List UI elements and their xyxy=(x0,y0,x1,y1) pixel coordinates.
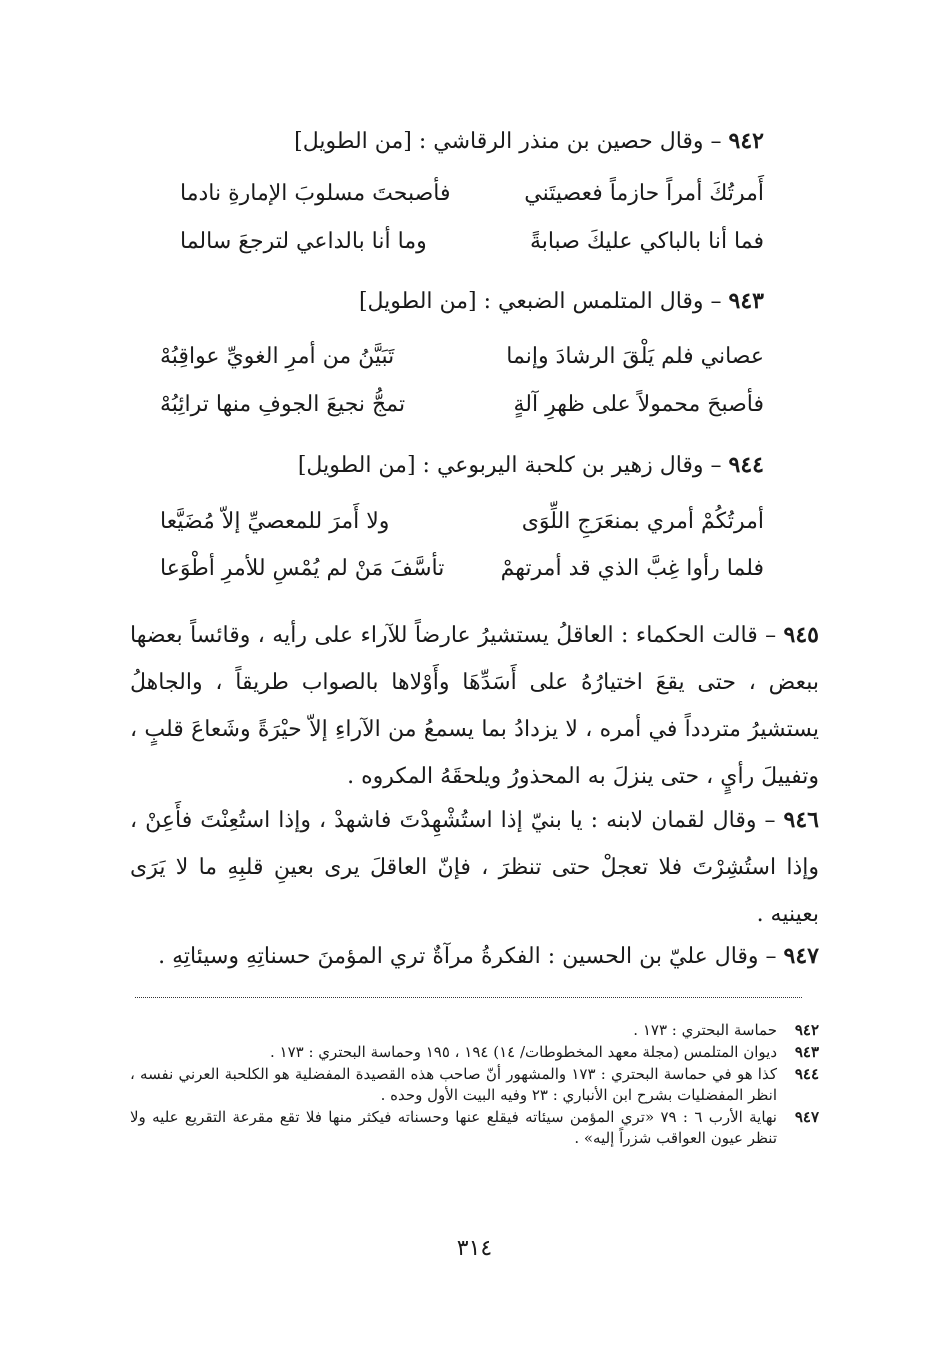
verse-second-hemistich: تَبَيَّنُ من أمرِ الغويِّ عواقِبُهْ xyxy=(160,344,395,369)
footnote-text: حماسة البحتري : ١٧٣ . xyxy=(633,1021,777,1039)
verse-second-hemistich: وما أنا بالداعي لترجعَ سالما xyxy=(180,229,427,254)
footnote-text: كذا هو في حماسة البحتري : ١٧٣ والمشهور أنّ صاحب هذه القصيدة المفضلية هو الكلحبة العرني نفسه ، انظر المفضليات بشرح ابن الأنباري : ٢٣ وفيه البيت الأول وحده . xyxy=(130,1065,777,1104)
footnotes xyxy=(130,1020,819,1150)
footnote xyxy=(130,1064,819,1106)
verse-second-hemistich: تمجُّ نجيعَ الجوفِ منها ترائِبُهْ xyxy=(160,392,406,417)
verse-second-hemistich: تأسَّفَ مَنْ لم يُمْسِ للأمرِ أطْوَعا xyxy=(160,556,445,581)
footnote-number: ٩٤٣ xyxy=(794,1043,819,1061)
page-number: ٣١٤ xyxy=(456,1236,493,1261)
verse-second-hemistich: ولا أَمرَ للمعصيِّ إلاّ مُضَيَّعا xyxy=(160,509,390,534)
entry-number: ٩٤٧ xyxy=(783,943,819,969)
verse-line xyxy=(160,552,764,586)
prose-text: – وقال عليّ بن الحسين : الفكرةُ مرآةٌ تري المؤمنَ حسناتِهِ وسيئاتِهِ . xyxy=(158,944,784,969)
footnote-number: ٩٤٢ xyxy=(794,1021,819,1039)
prose-text: – قالت الحكماء : العاقلُ يستشيرُ عارضاً للآراء على رأيه ، وقائساً بعضها ببعض ، حتى يقعَ اختيارُهُ على أَسَدِّهَا وأَوْلاها بالصواب طريقاً ، والجاهلُ يستشيرُ متردداً في أمره ، لا يزدادُ بما يسمعُ من الآراءِ إلاّ حيْرَةً وشَعاعَ قلبٍ ، وتفييلَ رأيٍ ، حتى ينزلَ به المحذورُ ويلحقَهُ المكروه . xyxy=(130,623,819,789)
entry-number: ٩٤٣ xyxy=(728,288,764,314)
prose-entry-947 xyxy=(130,933,819,980)
footnote-number: ٩٤٤ xyxy=(794,1065,819,1083)
footnote-separator xyxy=(135,997,802,998)
entry-number: ٩٤٤ xyxy=(728,452,764,478)
verse-first-hemistich: عصاني فلم يَلْقَ الرشادَ وإنما xyxy=(506,344,764,369)
footnote-number: ٩٤٧ xyxy=(794,1108,819,1126)
verse-line xyxy=(160,340,764,374)
entry-heading-942 xyxy=(135,124,764,159)
verse-first-hemistich: فلما رأوا غِبَّ الذي قد أمرتهمْ xyxy=(500,556,764,581)
verse-line xyxy=(160,505,764,539)
prose-entry-946 xyxy=(130,797,819,938)
verse-second-hemistich: فأصبحتَ مسلوبَ الإمارةِ نادما xyxy=(180,181,451,206)
verse-first-hemistich: فأصبحَ محمولاً على ظهرِ آلةٍ xyxy=(513,392,764,417)
verse-line xyxy=(180,177,764,211)
entry-heading-text: – وقال المتلمس الضبعي : [من الطويل] xyxy=(358,289,729,314)
footnote xyxy=(130,1020,819,1041)
entry-number: ٩٤٦ xyxy=(783,807,819,833)
verse-first-hemistich: أَمرتُكَ أمراً حازماً فعصيتَني xyxy=(524,181,764,206)
entry-number: ٩٤٢ xyxy=(728,128,764,154)
entry-heading-943 xyxy=(135,284,764,319)
prose-entry-945 xyxy=(130,612,819,800)
verse-first-hemistich: أمرتُكُمْ أمري بمنعَرَجِ اللِّوَى xyxy=(521,509,764,534)
footnote-text: نهاية الأرب ٦ : ٧٩ «تري المؤمن سيئاته فيقلع عنها وحسناته فيكثر منها فلا تقع مقرعة التقريع عليه ولا تنظر عيون العواقب شزراً إليه» . xyxy=(130,1108,777,1147)
entry-heading-944 xyxy=(135,448,764,483)
footnote-text: ديوان المتلمس (مجلة معهد المخطوطات/ ١٤) ١٩٤ ، ١٩٥ وحماسة البحتري : ١٧٣ . xyxy=(270,1043,777,1061)
verse-line xyxy=(160,388,764,422)
entry-number: ٩٤٥ xyxy=(783,622,819,648)
entry-heading-text: – وقال حصين بن منذر الرقاشي : [من الطويل] xyxy=(294,129,729,154)
prose-text: – وقال لقمان لابنه : يا بنيّ إذا استُشْهِدْتَ فاشهدْ ، وإذا استُعِنْتَ فأَعِنْ ، وإذا استُشِرْتَ فلا تعجلْ حتى تنظرَ ، فإنّ العاقلَ يرى بعينِ قلبِهِ ما لا يَرَى بعينيه . xyxy=(130,808,819,927)
verse-line xyxy=(180,225,764,259)
verse-first-hemistich: فما أنا بالباكي عليكَ صبابةً xyxy=(529,229,764,254)
entry-heading-text: – وقال زهير بن كلحبة اليربوعي : [من الطويل] xyxy=(297,453,729,478)
footnote xyxy=(130,1042,819,1063)
footnote xyxy=(130,1107,819,1149)
